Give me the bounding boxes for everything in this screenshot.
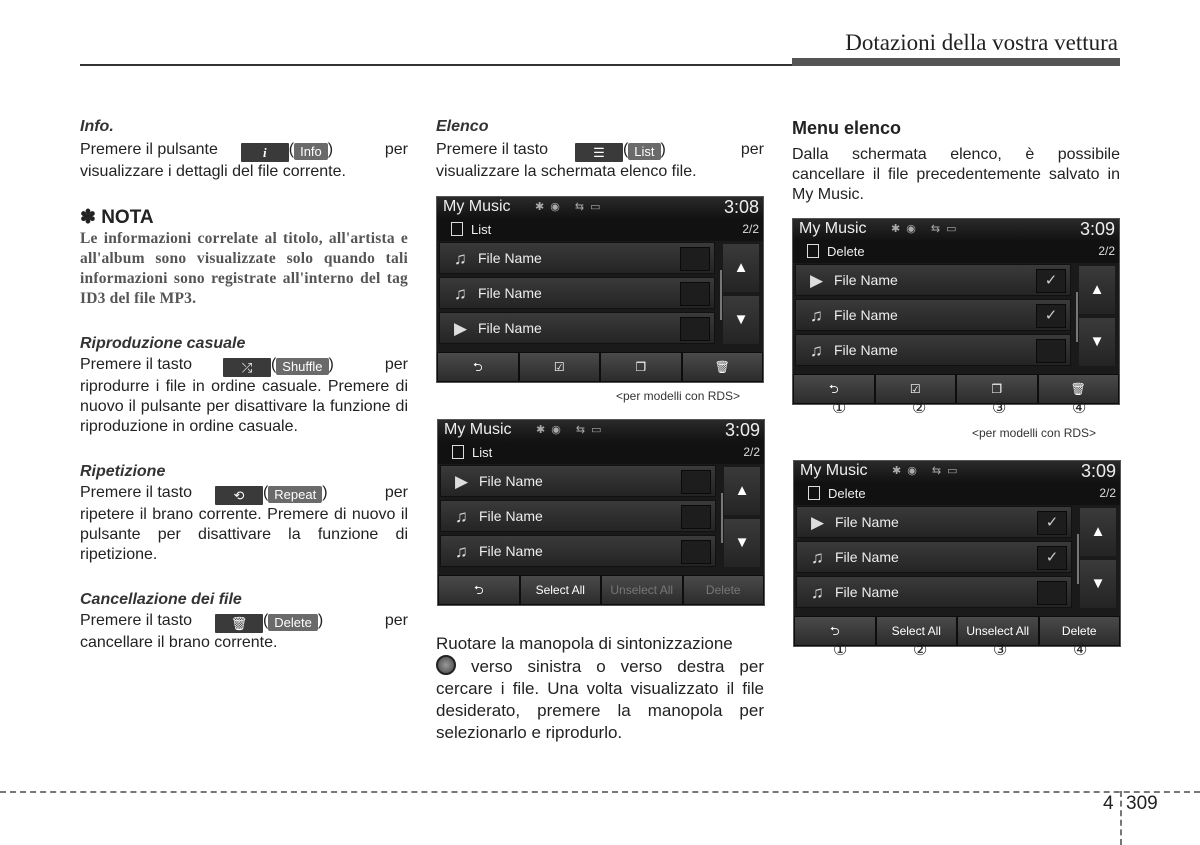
scroll-up-button[interactable]: ▲ — [1080, 508, 1116, 556]
delete-button-label: Delete — [268, 614, 318, 631]
clock: 3:09 — [1079, 219, 1115, 239]
delete-heading: Cancellazione dei file — [80, 591, 242, 608]
rotate-knob-paragraph — [436, 633, 764, 744]
scroll-down-button[interactable]: ▼ — [1080, 560, 1116, 608]
info-heading: Info. — [80, 118, 114, 135]
page-header-title: Dotazioni della vostra vettura — [845, 30, 1118, 55]
file-row[interactable] — [796, 576, 1072, 608]
delete-pre: Premere il tasto — [80, 612, 193, 629]
elenco-heading: Elenco — [436, 118, 489, 135]
scrollbar[interactable] — [1077, 534, 1079, 584]
play-icon: ▶ — [811, 513, 825, 532]
music-note-icon: ♫ — [455, 542, 468, 561]
scrollbar[interactable] — [721, 493, 723, 543]
scroll-up-button[interactable]: ▲ — [724, 467, 760, 515]
play-icon: ▶ — [455, 472, 469, 491]
screen-bottom-button[interactable]: ⮌ — [795, 617, 875, 645]
page-number: 309 — [1126, 793, 1158, 814]
scrollbar[interactable] — [1076, 292, 1078, 342]
scroll-controls — [720, 240, 760, 346]
trash-icon: 🗑 — [215, 614, 263, 633]
scroll-down-button[interactable]: ▼ — [724, 519, 760, 567]
list-button-label: List — [628, 143, 660, 160]
status-bar — [438, 420, 764, 442]
knob-text-2: verso sinistra o verso destra per cercare i file. Una volta visualizzato il file desiderato, premere la manopola per selezionarlo e riprodurlo. — [436, 657, 764, 742]
info-line2: visualizzare i dettagli del file corrente. — [80, 163, 346, 180]
scroll-down-button[interactable]: ▼ — [1079, 318, 1115, 366]
status-icons: ✱◉ ⇆▭ — [536, 424, 608, 436]
screen-bottom-button[interactable]: ⮌ — [794, 375, 874, 403]
sub-header-label: List — [471, 222, 492, 237]
elenco-post: per — [740, 141, 764, 158]
scroll-controls — [721, 463, 761, 569]
file-name: File Name — [834, 342, 898, 358]
screen-title: My Music — [443, 198, 511, 215]
file-row[interactable] — [439, 242, 715, 274]
screen-bottom-button[interactable]: ❐ — [957, 375, 1037, 403]
elenco-paragraph: Premere il tasto ☰ ( List ) per visualizzare la schermata elenco file. — [436, 141, 764, 180]
row-checkbox[interactable]: ✓ — [1037, 511, 1067, 535]
footer-dashed-line — [0, 791, 1200, 793]
screen-bottom-button[interactable]: Select All — [877, 617, 957, 645]
repeat-heading: Ripetizione — [80, 463, 166, 480]
repeat-paragraph: Premere il tasto ⟲ ( Repeat ) per ripetere il brano corrente. Premere di nuovo il pulsante per disattivare la funzione di ripetizione. — [80, 484, 408, 563]
screen-bottom-button[interactable]: Select All — [521, 576, 601, 604]
row-checkbox[interactable] — [1037, 581, 1067, 605]
clock: 3:09 — [1080, 461, 1116, 481]
scroll-controls — [1076, 262, 1116, 368]
sub-header-label: List — [472, 445, 493, 460]
list-doc-icon — [451, 222, 463, 236]
row-checkbox[interactable]: ✓ — [1036, 304, 1066, 328]
callout-number: ④ — [1073, 642, 1088, 659]
repeat-text: ripetere il brano corrente. Premere di nuovo il pulsante per disattivare la funzione di ripetizione. — [80, 506, 408, 563]
row-checkbox[interactable] — [681, 470, 711, 494]
play-icon: ▶ — [454, 319, 468, 338]
screen-bottom-button[interactable]: ☑ — [520, 353, 600, 381]
row-checkbox[interactable] — [680, 317, 710, 341]
file-row[interactable] — [439, 277, 715, 309]
callout-number: ② — [913, 642, 928, 659]
page-indicator: 2/2 — [1099, 486, 1116, 500]
screen-bottom-button[interactable]: Delete — [684, 576, 764, 604]
shuffle-post: per — [384, 356, 408, 373]
shuffle-icon: ⤮ — [223, 358, 271, 377]
repeat-icon: ⟲ — [215, 486, 263, 505]
sub-header-label: Delete — [827, 244, 865, 259]
list-doc-icon — [807, 244, 819, 258]
repeat-post: per — [384, 484, 408, 501]
bottom-button-bar — [437, 352, 763, 382]
callout-number: ③ — [993, 642, 1008, 659]
tuning-knob-icon — [436, 655, 456, 675]
music-note-icon: ♫ — [455, 507, 468, 526]
file-row[interactable] — [795, 299, 1071, 331]
file-name: File Name — [478, 320, 542, 336]
file-name: File Name — [835, 549, 899, 565]
info-pre: Premere il pulsante — [80, 141, 218, 158]
column-right — [792, 118, 1120, 205]
menu-elenco-heading: Menu elenco — [792, 118, 902, 138]
elenco-line2: visualizzare la schermata elenco file. — [436, 163, 697, 180]
file-row[interactable] — [795, 264, 1071, 296]
row-checkbox[interactable] — [681, 540, 711, 564]
nota-heading: ✽ NOTA — [80, 207, 154, 228]
bottom-button-bar — [438, 575, 764, 605]
page-indicator: 2/2 — [742, 222, 759, 236]
music-note-icon: ♫ — [811, 583, 824, 602]
clock: 3:09 — [724, 420, 760, 440]
file-name: File Name — [478, 285, 542, 301]
music-note-icon: ♫ — [810, 341, 823, 360]
list-doc-icon — [808, 486, 820, 500]
scroll-up-button[interactable]: ▲ — [723, 244, 759, 292]
shuffle-text: riprodurre i file in ordine casuale. Premere di nuovo il pulsante per disattivare la funzione di riproduzione in ordine casuale. — [80, 378, 408, 435]
clock: 3:08 — [723, 197, 759, 217]
info-post: per — [384, 141, 408, 158]
callout-number: ② — [912, 400, 927, 417]
header-rule — [80, 64, 792, 66]
screen-bottom-button[interactable]: 🗑 — [683, 353, 763, 381]
sub-header — [794, 483, 1120, 505]
info-paragraph: Premere il pulsante i ( Info ) per visualizzare i dettagli del file corrente. — [80, 141, 408, 180]
callout-number: ④ — [1072, 400, 1087, 417]
file-name: File Name — [479, 543, 543, 559]
screen-title: My Music — [800, 462, 868, 479]
screen-bottom-button[interactable]: 🗑 — [1039, 375, 1119, 403]
nota-text: Le informazioni correlate al titolo, all'artista e all'album sono visualizzate solo quando tali informazioni sono registrate all'interno del tag ID3 del file MP3. — [80, 230, 408, 307]
status-icons: ✱◉ ⇆▭ — [535, 201, 607, 213]
scroll-down-button[interactable]: ▼ — [723, 296, 759, 344]
repeat-pre: Premere il tasto — [80, 484, 193, 501]
scroll-controls — [1077, 504, 1117, 610]
chapter-number: 4 — [1103, 793, 1114, 814]
file-row[interactable] — [795, 334, 1071, 366]
file-name: File Name — [834, 307, 898, 323]
row-checkbox[interactable] — [680, 247, 710, 271]
file-name: File Name — [479, 473, 543, 489]
file-row[interactable] — [440, 500, 716, 532]
sub-header-label: Delete — [828, 486, 866, 501]
shuffle-button-label: Shuffle — [276, 358, 328, 375]
screen-bottom-button[interactable]: Unselect All — [958, 617, 1038, 645]
file-name: File Name — [834, 272, 898, 288]
sub-header — [793, 241, 1119, 263]
info-icon: i — [241, 143, 289, 162]
delete-text: cancellare il brano corrente. — [80, 634, 278, 651]
play-icon: ▶ — [810, 271, 824, 290]
list-doc-icon — [452, 445, 464, 459]
shuffle-pre: Premere il tasto — [80, 356, 193, 373]
caption-rds-1: <per modelli con RDS> — [616, 389, 741, 403]
status-icons: ✱◉ ⇆▭ — [892, 465, 964, 477]
screen-bottom-button[interactable]: ❐ — [601, 353, 681, 381]
page-indicator: 2/2 — [1098, 244, 1115, 258]
row-checkbox[interactable] — [1036, 339, 1066, 363]
delete-paragraph: Premere il tasto 🗑 ( Delete ) per cancellare il brano corrente. — [80, 612, 408, 651]
scroll-up-button[interactable]: ▲ — [1079, 266, 1115, 314]
info-button-label: Info — [294, 143, 328, 160]
callout-number: ① — [833, 642, 848, 659]
music-note-icon: ♫ — [454, 249, 467, 268]
shuffle-heading: Riproduzione casuale — [80, 335, 246, 352]
screen-title: My Music — [799, 220, 867, 237]
status-bar — [793, 219, 1119, 241]
row-checkbox[interactable]: ✓ — [1037, 546, 1067, 570]
header-bar — [792, 58, 1120, 66]
my-music-screen — [792, 218, 1120, 405]
sub-header — [438, 442, 764, 464]
caption-rds-2: <per modelli con RDS> — [972, 426, 1097, 440]
delete-post: per — [384, 612, 408, 629]
file-name: File Name — [835, 584, 899, 600]
screen-bottom-button[interactable]: Delete — [1040, 617, 1120, 645]
callout-number: ③ — [992, 400, 1007, 417]
repeat-button-label: Repeat — [268, 486, 322, 503]
knob-text-1: Ruotare la manopola di sintonizzazione — [436, 634, 733, 653]
music-note-icon: ♫ — [811, 548, 824, 567]
row-checkbox[interactable] — [681, 505, 711, 529]
shuffle-paragraph: Premere il tasto ⤮ ( Shuffle ) per riprodurre i file in ordine casuale. Premere di nuovo il pulsante per disattivare la funzione di riproduzione in ordine casuale. — [80, 356, 408, 435]
menu-elenco-text: Dalla schermata elenco, è possibile cancellare il file precedentemente salvato in My Music. — [792, 146, 1120, 203]
column-left — [80, 118, 408, 653]
screen-bottom-button[interactable]: ☑ — [876, 375, 956, 403]
elenco-pre: Premere il tasto — [436, 141, 549, 158]
list-icon: ☰ — [575, 143, 623, 162]
music-note-icon: ♫ — [454, 284, 467, 303]
status-bar — [437, 197, 763, 219]
row-checkbox[interactable]: ✓ — [1036, 269, 1066, 293]
screen-bottom-button[interactable]: ⮌ — [439, 576, 519, 604]
status-bar — [794, 461, 1120, 483]
file-row[interactable] — [440, 535, 716, 567]
my-music-screen — [436, 196, 764, 383]
file-row[interactable] — [796, 541, 1072, 573]
file-name: File Name — [478, 250, 542, 266]
status-icons: ✱◉ ⇆▭ — [891, 223, 963, 235]
page-indicator: 2/2 — [743, 445, 760, 459]
footer-vertical-divider — [1120, 791, 1122, 845]
my-music-screen — [437, 419, 765, 606]
file-name: File Name — [835, 514, 899, 530]
file-row[interactable] — [440, 465, 716, 497]
screen-bottom-button[interactable]: ⮌ — [438, 353, 518, 381]
file-name: File Name — [479, 508, 543, 524]
screen-title: My Music — [444, 421, 512, 438]
callout-number: ① — [832, 400, 847, 417]
screen-bottom-button[interactable]: Unselect All — [602, 576, 682, 604]
file-row[interactable] — [439, 312, 715, 344]
my-music-screen — [793, 460, 1121, 647]
music-note-icon: ♫ — [810, 306, 823, 325]
row-checkbox[interactable] — [680, 282, 710, 306]
scrollbar[interactable] — [720, 270, 722, 320]
sub-header — [437, 219, 763, 241]
file-row[interactable] — [796, 506, 1072, 538]
column-middle — [436, 118, 764, 182]
